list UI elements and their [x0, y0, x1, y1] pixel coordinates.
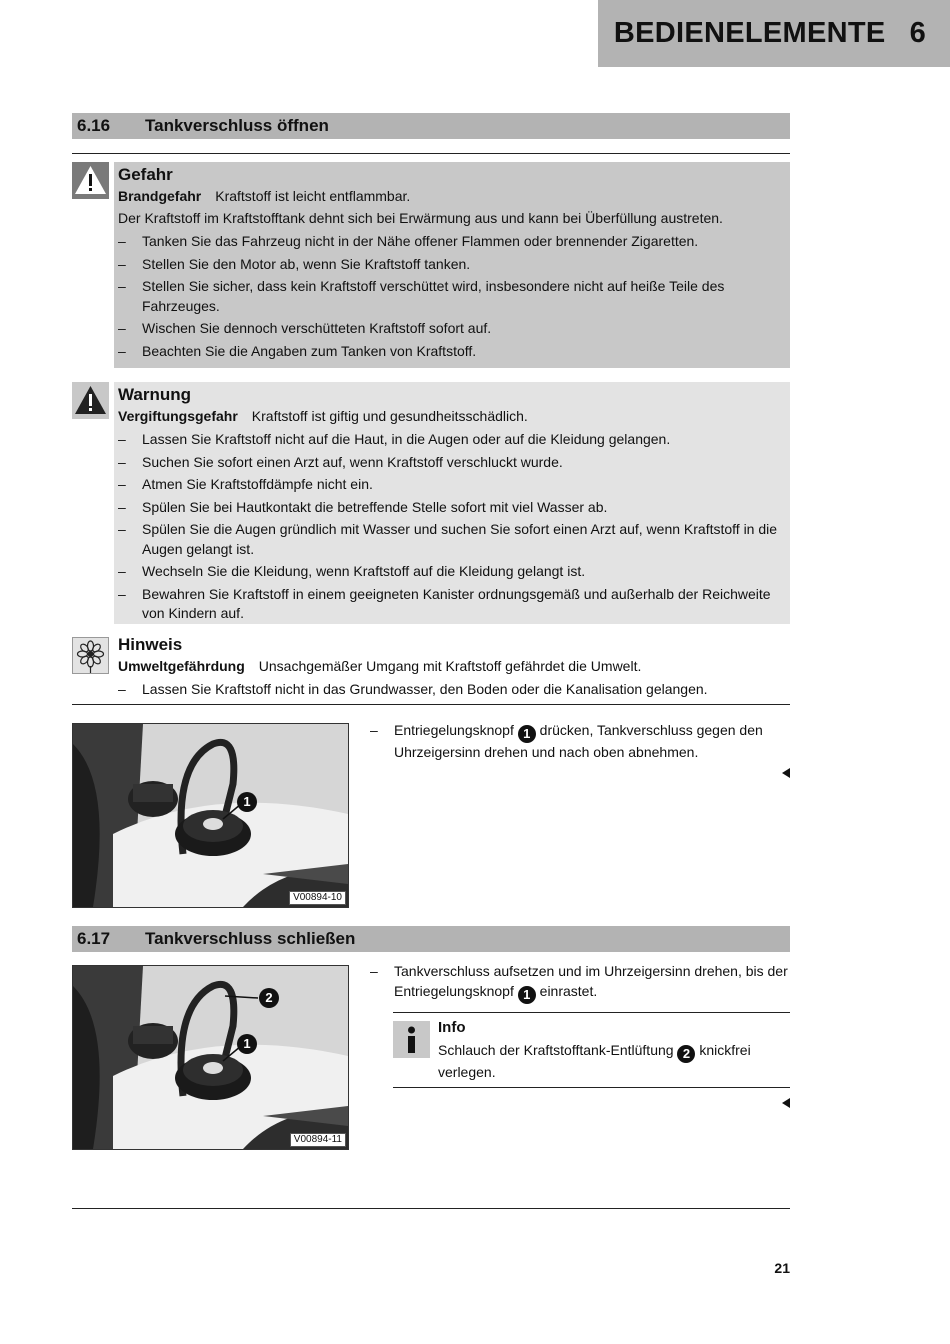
chapter-number: 6 [909, 17, 926, 49]
info-text-a: Schlauch der Kraftstofftank-Entlüftung [438, 1041, 674, 1058]
warning-icon [72, 382, 109, 419]
list-item: – Atmen Sie Kraftstoffdämpfe nicht ein. [118, 475, 782, 495]
flower-icon [72, 637, 109, 674]
callout-2: 2 [677, 1045, 695, 1063]
section-title: Tankverschluss öffnen [145, 116, 329, 135]
warning-lead-text: Kraftstoff ist giftig und gesundheitsschädlich. [251, 408, 528, 424]
list-item: – Stellen Sie sicher, dass kein Kraftstoff verschüttet wird, insbesondere nicht auf heiße Teile des Fahrzeuges. [118, 277, 782, 316]
footer-divider [72, 1208, 790, 1209]
list-item: – Tanken Sie das Fahrzeug nicht in der Nähe offener Flammen oder brennender Zigaretten. [118, 232, 782, 252]
section-heading-6-17 [72, 926, 790, 952]
callout-1: 1 [237, 1034, 257, 1054]
list-item: – Lassen Sie Kraftstoff nicht in das Grundwasser, den Boden oder die Kanalisation gelangen. [118, 680, 782, 700]
danger-title: Gefahr [118, 165, 173, 184]
info-title: Info [438, 1019, 466, 1036]
danger-list [118, 232, 782, 361]
danger-lead [118, 185, 782, 207]
danger-text: Der Kraftstoff im Kraftstofftank dehnt sich bei Erwärmung aus und kann bei Überfüllung austreten. [118, 210, 723, 226]
list-item: – Stellen Sie den Motor ab, wenn Sie Kraftstoff tanken. [118, 255, 782, 275]
list-item [370, 721, 790, 763]
divider [393, 1012, 790, 1013]
list-item: – Wischen Sie dennoch verschütteten Kraftstoff sofort auf. [118, 319, 782, 339]
step-text-a: Tankverschluss aufsetzen und im Uhrzeigersinn drehen, bis der Entriegelungsknopf [394, 963, 788, 999]
list-item: – Wechseln Sie die Kleidung, wenn Kraftstoff auf die Kleidung gelangt ist. [118, 562, 782, 582]
step-text-b: einrastet. [539, 982, 598, 999]
callout-1: 1 [518, 986, 536, 1004]
callout-1: 1 [518, 725, 536, 743]
divider [393, 1087, 790, 1088]
note-lead [118, 655, 782, 677]
end-mark-icon [782, 768, 790, 778]
section-number: 6.17 [77, 929, 111, 948]
page-number: 21 [774, 1260, 790, 1276]
list-item: – Spülen Sie bei Hautkontakt die betreffende Stelle sofort mit viel Wasser ab. [118, 498, 782, 518]
note-list [118, 680, 782, 700]
info-text [438, 1041, 788, 1083]
warning-lead [118, 405, 782, 427]
info-text-b: knickfrei verlegen. [438, 1041, 751, 1080]
warning-lead-label: Vergiftungsgefahr [118, 408, 238, 424]
list-item: – Beachten Sie die Angaben zum Tanken von Kraftstoff. [118, 342, 782, 362]
danger-lead-label: Brandgefahr [118, 188, 202, 204]
warning-title: Warnung [118, 385, 192, 404]
list-item [370, 962, 790, 1004]
note-lead-label: Umweltgefährdung [118, 658, 245, 674]
figure-label: V00894-11 [290, 1133, 346, 1147]
note-box [114, 634, 790, 700]
section-heading-6-16 [72, 113, 790, 139]
step-list [370, 718, 790, 766]
note-lead-text: Unsachgemäßer Umgang mit Kraftstoff gefährdet die Umwelt. [258, 658, 642, 674]
chapter-title: BEDIENELEMENTE [613, 17, 886, 49]
fuel-cap-photo-open [72, 723, 349, 908]
callout-2: 2 [259, 988, 279, 1008]
chapter-tab [598, 0, 950, 67]
list-item: – Suchen Sie sofort einen Arzt auf, wenn Kraftstoff verschluckt wurde. [118, 453, 782, 473]
fuel-cap-photo-close [72, 965, 349, 1150]
step-list [370, 959, 790, 1007]
warning-list [118, 430, 782, 624]
callout-1: 1 [237, 792, 257, 812]
section-number: 6.16 [77, 116, 111, 135]
divider [72, 704, 790, 705]
divider [72, 153, 790, 154]
info-icon [393, 1021, 430, 1058]
list-item: – Spülen Sie die Augen gründlich mit Wasser und suchen Sie sofort einen Arzt auf, wenn Kraftstoff in die Augen gelangt ist. [118, 520, 782, 559]
figure-label: V00894-10 [289, 891, 346, 905]
step-text-b: drücken, Tankverschluss gegen den Uhrzeigersinn drehen und nach oben abnehmen. [394, 722, 763, 760]
info-box [438, 1018, 788, 1082]
list-item: – Bewahren Sie Kraftstoff in einem geeigneten Kanister ordnungsgemäß und außerhalb der Reichweite von Kindern auf. [118, 585, 782, 624]
danger-icon [72, 162, 109, 199]
step-text-a: Entriegelungsknopf [394, 722, 514, 738]
warning-box [114, 382, 790, 624]
end-mark-icon [782, 1098, 790, 1108]
danger-box [114, 162, 790, 368]
section-title: Tankverschluss schließen [145, 929, 356, 948]
danger-lead-text: Kraftstoff ist leicht entflammbar. [215, 188, 411, 204]
note-title: Hinweis [118, 635, 183, 654]
list-item: – Lassen Sie Kraftstoff nicht auf die Haut, in die Augen oder auf die Kleidung gelangen. [118, 430, 782, 450]
